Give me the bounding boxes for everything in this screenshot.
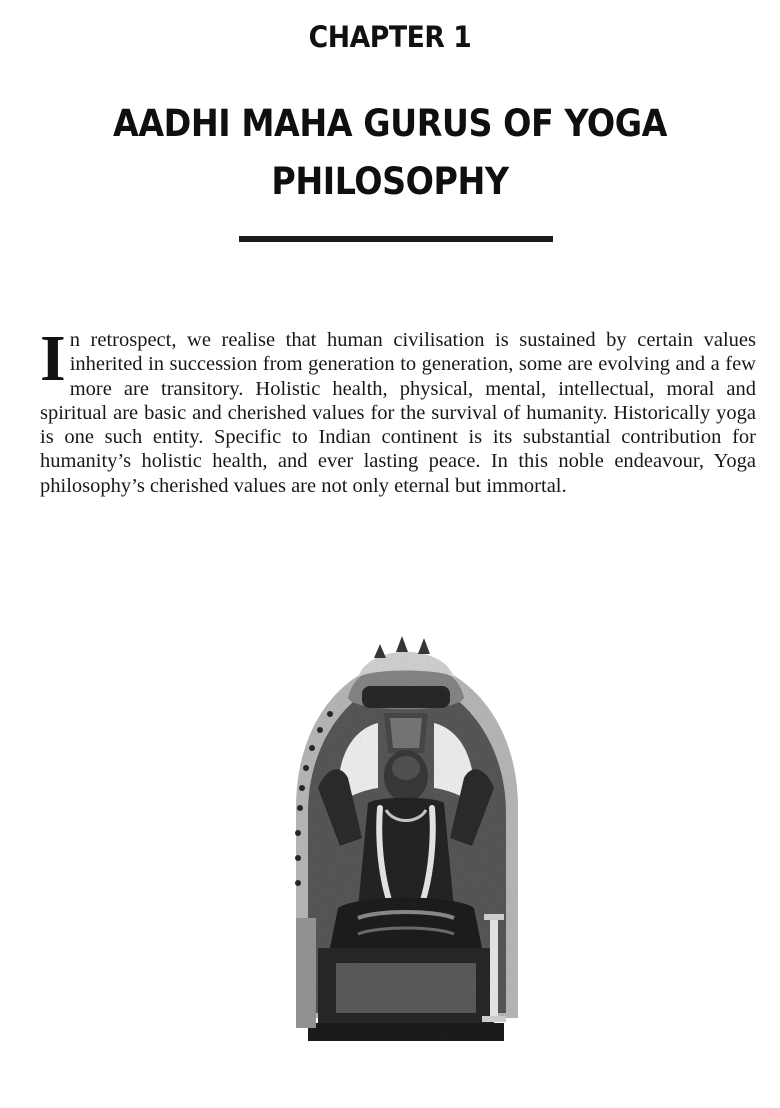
chapter-label: CHAPTER 1 xyxy=(308,20,472,54)
paragraph-text: n retrospect, we realise that human civilisation is sustained by certain values inherited in succession from generation to generation, some are evolving and a few more are transitory. Holistic health, physical, mental, intellectual, moral and spiritual are basic and cherished values for the survival of humanity. Historically yoga is one such entity. Specific to Indian continent is its substantial contribution for humanity’s holistic health, and ever lasting peace. In this noble endeavour, Yoga philosophy’s cherished values are not only eternal but immortal. xyxy=(40,329,756,497)
chapter-title-line-1: AADHI MAHA GURUS OF YOGA xyxy=(112,102,668,145)
seated-deity-statue-icon xyxy=(278,618,534,1058)
chapter-title-line-2: PHILOSOPHY xyxy=(271,160,509,203)
drop-cap: I xyxy=(40,322,66,395)
body-paragraph xyxy=(40,322,756,498)
chapter-title xyxy=(0,95,780,211)
title-divider-rule xyxy=(239,236,553,242)
statue-image xyxy=(278,618,534,1058)
